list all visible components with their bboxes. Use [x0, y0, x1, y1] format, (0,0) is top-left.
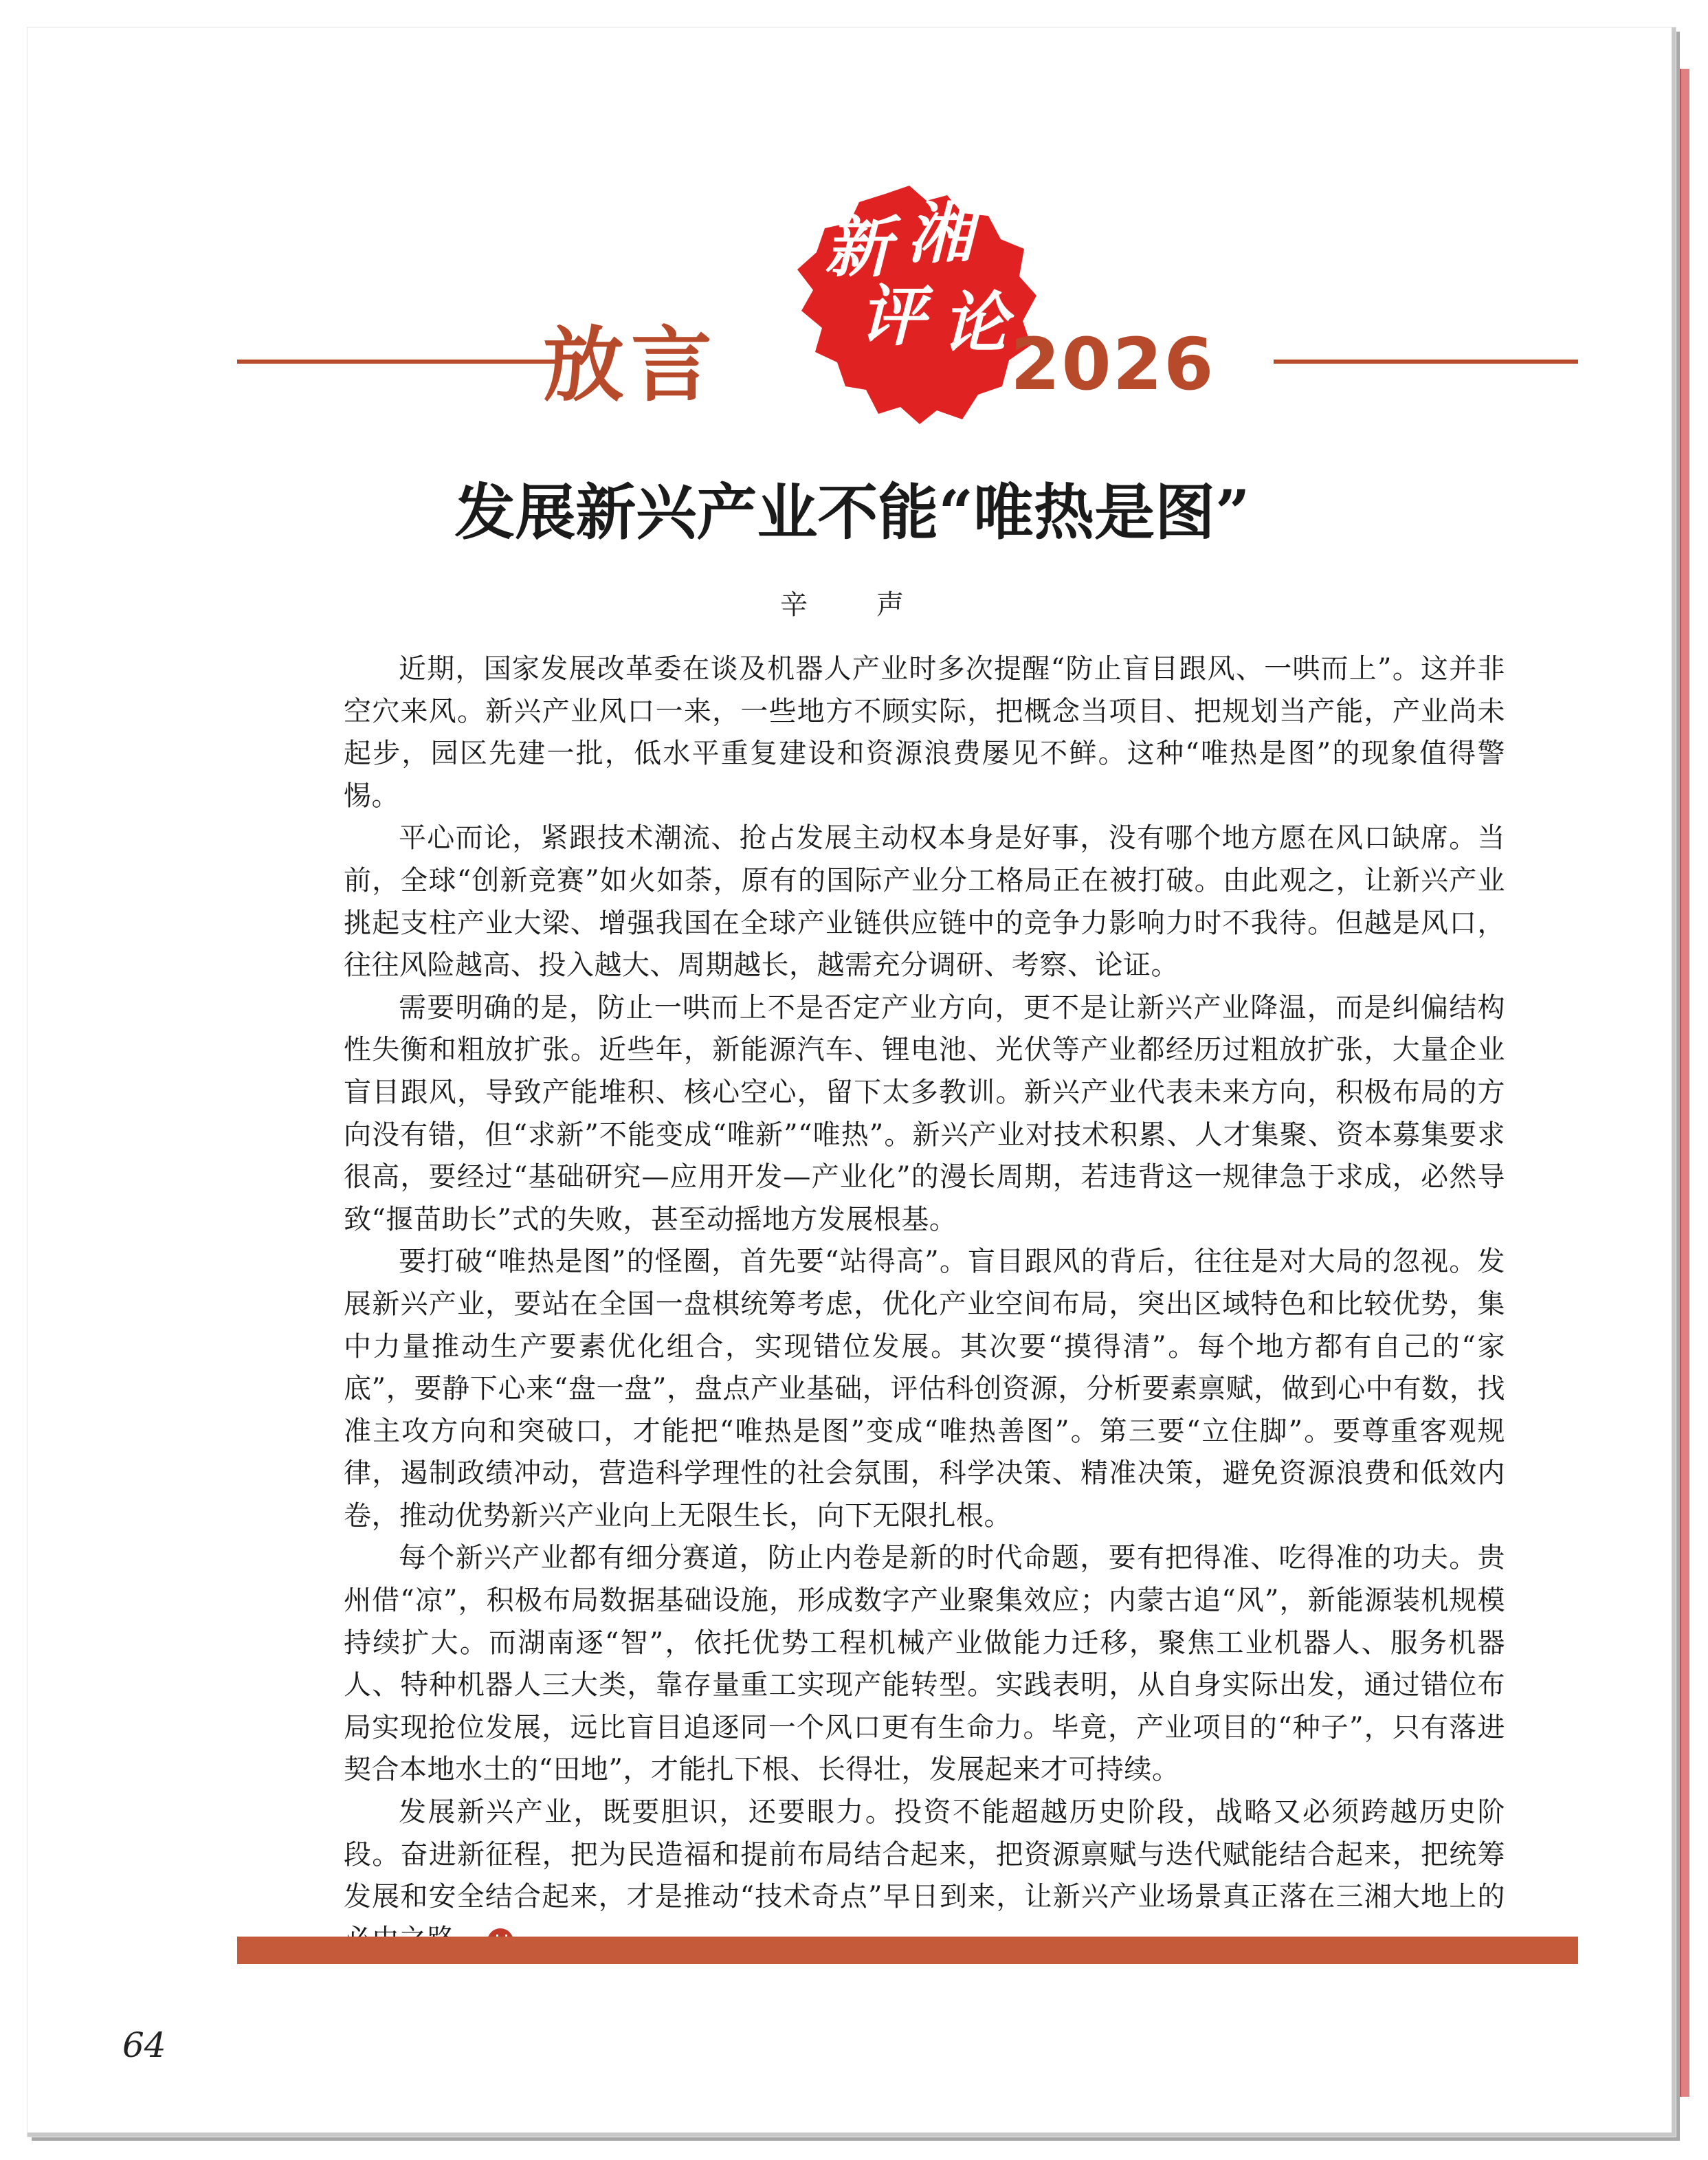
logo-char-3: 评 [859, 277, 925, 355]
paragraph-6 [344, 1792, 1505, 1961]
logo-calligraphy [811, 192, 1031, 399]
magazine-page [27, 27, 1676, 2137]
bottom-rule [237, 1937, 1578, 1964]
header-rule-left [237, 360, 560, 364]
paragraph-6-text: 发展新兴产业，既要胆识，还要眼力。投资不能超越历史阶段，战略又必须跨越历史阶段。奋进新征程，把为民造福和提前布局结合起来，把资源禀赋与迭代赋能结合起来，把统筹发展和安全结合起来，才是推动“技术奇点”早日到来，让新兴产业场景真正落在三湘大地上的 [344, 1796, 1505, 1913]
article-author: 辛 声 [780, 589, 924, 621]
paragraph-5: 每个新兴产业都有细分赛道，防止内卷是新的时代命题，要有把得准、吃得准的功夫。贵州借“凉”，积极布局数据基础设施，形成数字产业聚集效应；内蒙古追“风”，新能源装机规模持续扩大。而湖南逐“智”，依托优势工程机械产业做能力迁移，聚焦工业机器人、服务机器人、特种机器人三大类，靠存量重工实现产能转型。实践表明，从自身实际出发，通过错位布局实现抢位发展，远比盲目追逐同一个风口更有生命力。毕竟，产业项目的“种子”，只有落进契合本地水土的“田地”，才能扎下根、长得壮，发展起来才可持续。 [344, 1542, 1505, 1786]
column-name: 放言 [543, 318, 720, 412]
article-title: 发展新兴产业不能“唯热是图” [454, 476, 1250, 548]
logo-char-1: 新 [825, 208, 891, 286]
page-edge-decoration [1680, 69, 1689, 2097]
header-rule-right [1274, 360, 1578, 364]
page-number: 64 [122, 2025, 166, 2065]
paragraph-2: 平心而论，紧跟技术潮流、抢占发展主动权本身是好事，没有哪个地方愿在风口缺席。当前，全球“创新竞赛”如火如荼，原有的国际产业分工格局正在被打破。由此观之，让新兴产业挑起支柱产业大梁、增强我国在全球产业链供应链中的竞争力影响力时不我待。但越是风口，往往风险越高、投入越大、周期越长，越需充分调研、考察、论证。 [344, 822, 1505, 982]
paragraph-3: 需要明确的是，防止一哄而上不是否定产业方向，更不是让新兴产业降温，而是纠偏结构性失衡和粗放扩张。近些年，新能源汽车、锂电池、光伏等产业都经历过粗放扩张，大量企业盲目跟风，导致产能堆积、核心空心，留下太多教训。新兴产业代表未来方向，积极布局的方向没有错，但“求新”不能变成“唯新”“唯热”。新兴产业对技术积累、人才集聚、资本募集要求很高，要经过“基础研究—应用开发—产业化”的漫长周期，若违背这一规律急于求成，必然导致“揠苗助长”式的失败，甚至动摇地方发展根基。 [344, 991, 1505, 1235]
column-header [27, 27, 1672, 440]
article-body [344, 648, 1505, 1961]
paragraph-1: 近期，国家发展改革委在谈及机器人产业时多次提醒“防止盲目跟风、一哄而上”。这并非空穴来风。新兴产业风口一来，一些地方不顾实际，把概念当项目、把规划当产能，产业尚未起步，园区先建一批，低水平重复建设和资源浪费屡见不鲜。这种“唯热是图”的现象值得警惕。 [344, 653, 1505, 812]
logo-char-2: 湘 [907, 195, 973, 272]
logo-char-4: 论 [942, 284, 1008, 362]
paragraph-4: 要打破“唯热是图”的怪圈，首先要“站得高”。盲目跟风的背后，往往是对大局的忽视。发展新兴产业，要站在全国一盘棋统筹考虑，优化产业空间布局，突出区域特色和比较优势，集中力量推动生产要素优化组合，实现错位发展。其次要“摸得清”。每个地方都有自己的“家底”，要静下心来“盘一盘”，盘点产业基础，评估科创资源，分析要素禀赋，做到心中有数，找准主攻方向和突破口，才能把“唯热是图”变成“唯热善图”。第三要“立住脚”。要尊重客观规律，遏制政绩冲动，营造科学理性的社会氛围，科学决策、精准决策，避免资源浪费和低效内卷，推动优势新兴产业向上无限生长，向下无限扎根。 [344, 1246, 1505, 1532]
column-year: 2026 [1010, 322, 1215, 406]
